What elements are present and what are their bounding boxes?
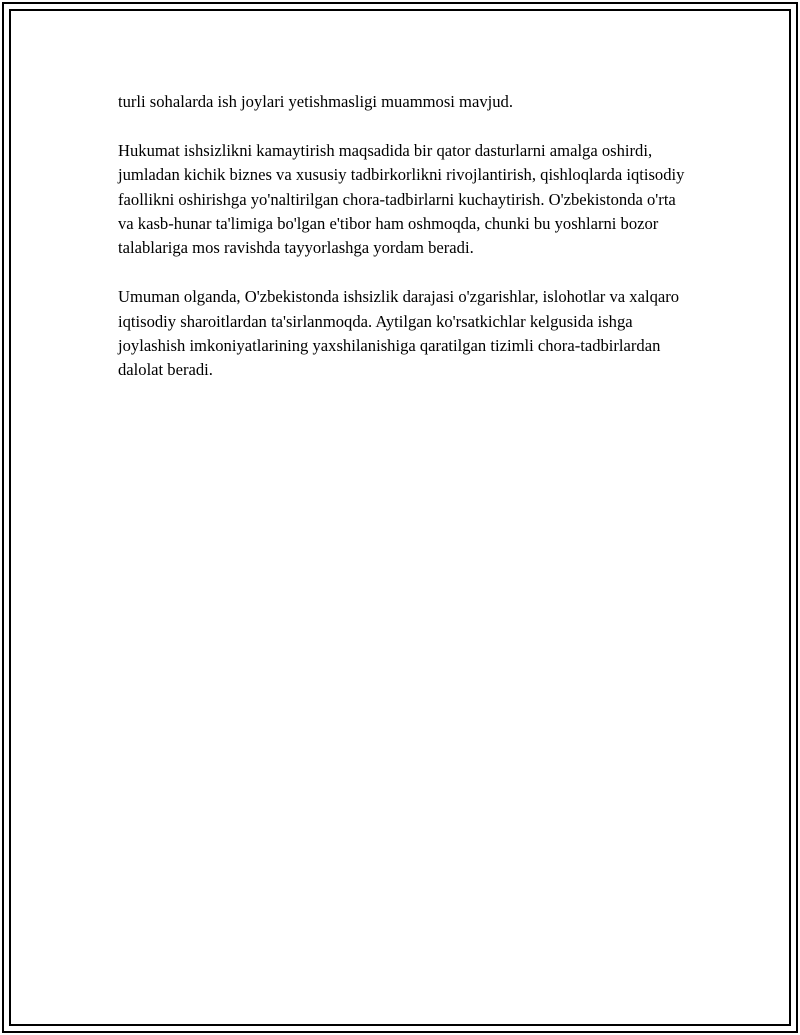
paragraph-2: Hukumat ishsizlikni kamaytirish maqsadida bir qator dasturlarni amalga oshirdi, jumladan kichik biznes va xususiy tadbirkorlikni rivojlantirish, qishloqlarda iqtisodiy faollikni oshirishga yo'naltirilgan chora-tadbirlarni kuchaytirish. O'zbekistonda o'rta va kasb-hunar ta'limiga bo'lgan e'tibor ham oshmoqda, chunki bu yoshlarni bozor talablariga mos ravishda tayyorlashga yordam beradi. bbox=[118, 140, 685, 258]
paragraph-3: Umuman olganda, O'zbekistonda ishsizlik darajasi o'zgarishlar, islohotlar va xalqaro iqtisodiy sharoitlardan ta'sirlanmoqda. Aytilgan ko'rsatkichlar kelgusida ishga joylashish imkoniyatlarining yaxshilanishiga qaratilgan tizimli chora-tadbirlardan dalolat beradi. bbox=[118, 287, 680, 380]
paragraph-1: turli sohalarda ish joylari yetishmasligi muammosi mavjud. bbox=[118, 92, 513, 111]
document-body bbox=[118, 90, 688, 383]
